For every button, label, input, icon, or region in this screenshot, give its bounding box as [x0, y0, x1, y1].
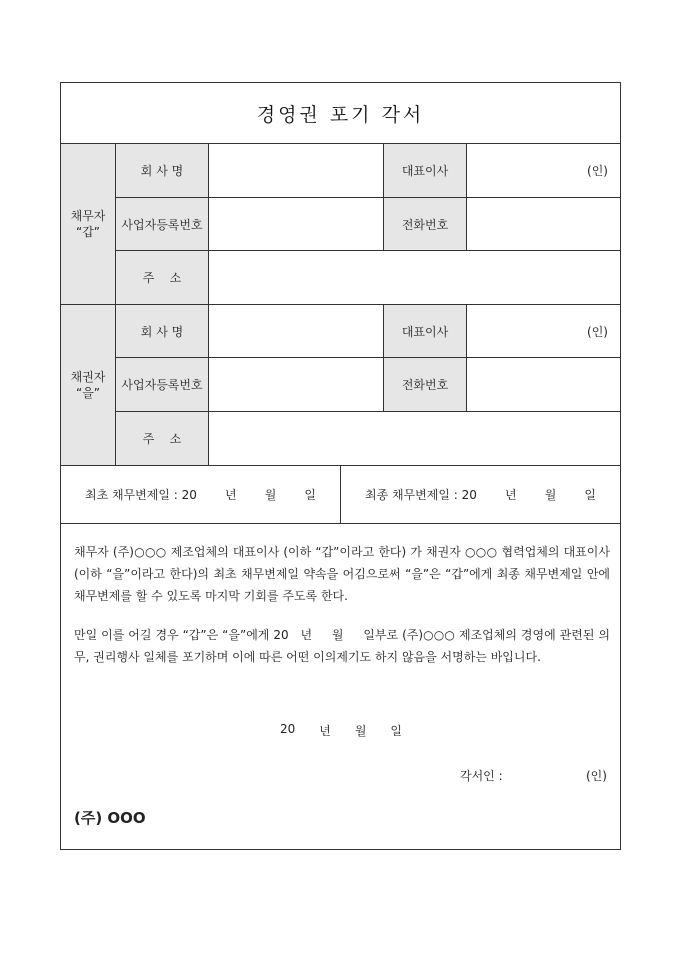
debtor-phone-label: 전화번호 [384, 198, 467, 251]
signing-date-day: 일 [390, 724, 402, 738]
signing-date-year: 년 [319, 724, 331, 738]
creditor-business-reg-field[interactable] [209, 358, 384, 412]
debtor-ceo-label: 대표이사 [384, 144, 467, 198]
creditor-label: 채권자 [70, 370, 106, 384]
final-repayment-year: 년 [505, 488, 517, 502]
debtor-label: 채무자 [70, 209, 106, 223]
first-repayment-label: 최초 채무변제일 : 20 [85, 488, 197, 502]
document-form [60, 82, 621, 850]
signer-seal: (인) [586, 769, 607, 783]
creditor-address-label: 주 소 [116, 412, 209, 466]
debtor-ceo-field[interactable] [467, 144, 620, 198]
debtor-side-label [61, 144, 116, 305]
debtor-address-field[interactable] [209, 251, 620, 305]
signing-date-month: 월 [354, 724, 367, 738]
creditor-phone-label: 전화번호 [384, 358, 467, 412]
debtor-alias: “갑” [75, 225, 101, 239]
debtor-company-name-label: 회 사 명 [116, 144, 209, 198]
first-repayment-date[interactable] [61, 466, 341, 524]
pledge-paragraph-1: 채무자 (주)○○○ 제조업체의 대표이사 (이하 “갑”이라고 한다) 가 채권자 ○○○ 협력업체의 대표이사 (이하 “을”이라고 한다)의 최초 채무변제일 약속을 어김으로써 “을”은 “갑”에게 최종 채무변제일 안에 채무변제를 할 수 있도록 마지막 기회를 주도록 한다. [74, 545, 610, 603]
creditor-side-label [61, 305, 116, 466]
first-repayment-month: 월 [264, 488, 277, 502]
first-repayment-year: 년 [225, 488, 237, 502]
final-repayment-label: 최종 채무변제일 : 20 [365, 488, 477, 502]
creditor-ceo-field[interactable] [467, 305, 620, 358]
document-title: 경영권 포기 각서 [61, 83, 620, 144]
first-repayment-day: 일 [304, 488, 316, 502]
debtor-phone-field[interactable] [467, 198, 620, 251]
signing-date [280, 722, 402, 739]
debtor-ceo-seal: (인) [587, 164, 608, 178]
signing-date-prefix: 20 [280, 722, 296, 736]
debtor-business-reg-field[interactable] [209, 198, 384, 251]
final-repayment-month: 월 [544, 488, 557, 502]
creditor-ceo-label: 대표이사 [384, 305, 467, 358]
final-repayment-date[interactable] [341, 466, 620, 524]
creditor-address-field[interactable] [209, 412, 620, 466]
creditor-company-name-label: 회 사 명 [116, 305, 209, 358]
final-repayment-day: 일 [584, 488, 596, 502]
signer-label: 각서인 : [460, 769, 503, 783]
creditor-business-reg-label: 사업자등록번호 [116, 358, 209, 412]
pledge-body [61, 524, 620, 849]
creditor-company-name-field[interactable] [209, 305, 384, 358]
creditor-alias: “을” [75, 386, 101, 400]
debtor-business-reg-label: 사업자등록번호 [116, 198, 209, 251]
creditor-ceo-seal: (인) [587, 324, 608, 339]
debtor-address-label: 주 소 [116, 251, 209, 305]
pledge-paragraph-2: 만일 이를 어길 경우 “갑”은 “을”에게 20 년 월 일부로 (주)○○○ 제조업체의 경영에 관련된 의무, 권리행사 일체를 포기하며 이에 따른 어떤 이의제기도 하지 않음을 서명하는 바입니다. [74, 628, 610, 664]
creditor-phone-field[interactable] [467, 358, 620, 412]
company-footer: (주) OOO [74, 809, 146, 827]
debtor-company-name-field[interactable] [209, 144, 384, 198]
